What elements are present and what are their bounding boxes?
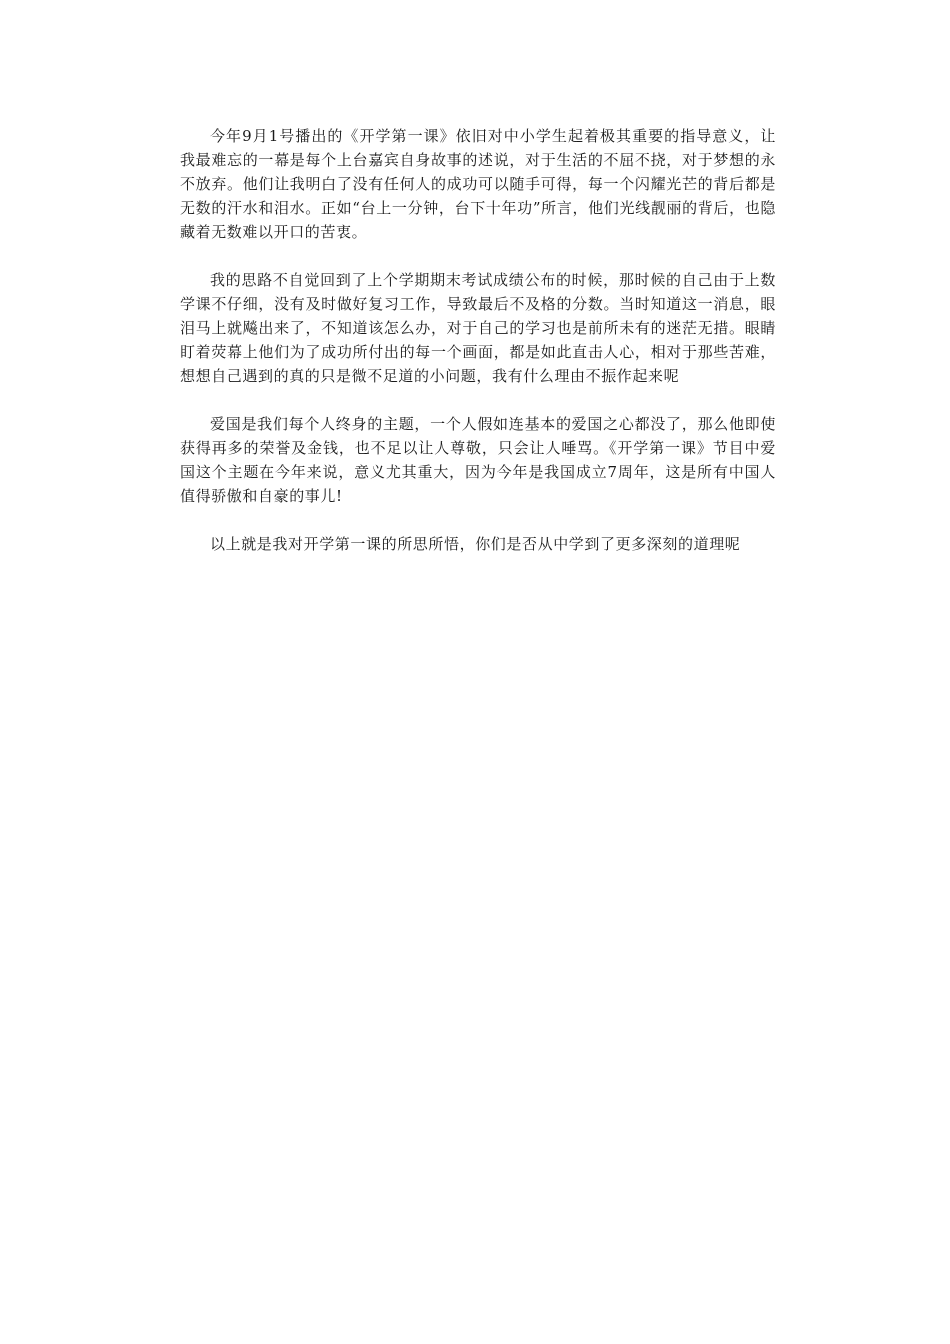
paragraph-2: 我的思路不自觉回到了上个学期期末考试成绩公布的时候，那时候的自己由于上数学课不仔细，没有及时做好复习工作，导致最后不及格的分数。当时知道这一消息，眼泪马上就飚出来了，不知道该怎么办，对于自己的学习也是前所未有的迷茫无措。眼睛盯着荧幕上他们为了成功所付出的每一个画面，都是如此直击人心，相对于那些苦难，想想自己遇到的真的只是微不足道的小问题，我有什么理由不振作起来呢 <box>180 271 776 385</box>
paragraph-1: 今年9月1号播出的《开学第一课》依旧对中小学生起着极其重要的指导意义，让我最难忘的一幕是每个上台嘉宾自身故事的述说，对于生活的不屈不挠，对于梦想的永不放弃。他们让我明白了没有任何人的成功可以随手可得，每一个闪耀光芒的背后都是无数的汗水和泪水。正如“台上一分钟，台下十年功”所言，他们光线靓丽的背后，也隐藏着无数难以开口的苦衷。 <box>180 127 776 241</box>
document-body <box>180 124 776 580</box>
paragraph-4: 以上就是我对开学第一课的所思所悟，你们是否从中学到了更多深刻的道理呢 <box>210 535 741 553</box>
paragraph-3: 爱国是我们每个人终身的主题，一个人假如连基本的爱国之心都没了，那么他即使获得再多的荣誉及金钱，也不足以让人尊敬，只会让人唾骂。《开学第一课》节目中爱国这个主题在今年来说，意义尤其重大，因为今年是我国成立7周年，这是所有中国人值得骄傲和自豪的事儿! <box>180 415 776 505</box>
